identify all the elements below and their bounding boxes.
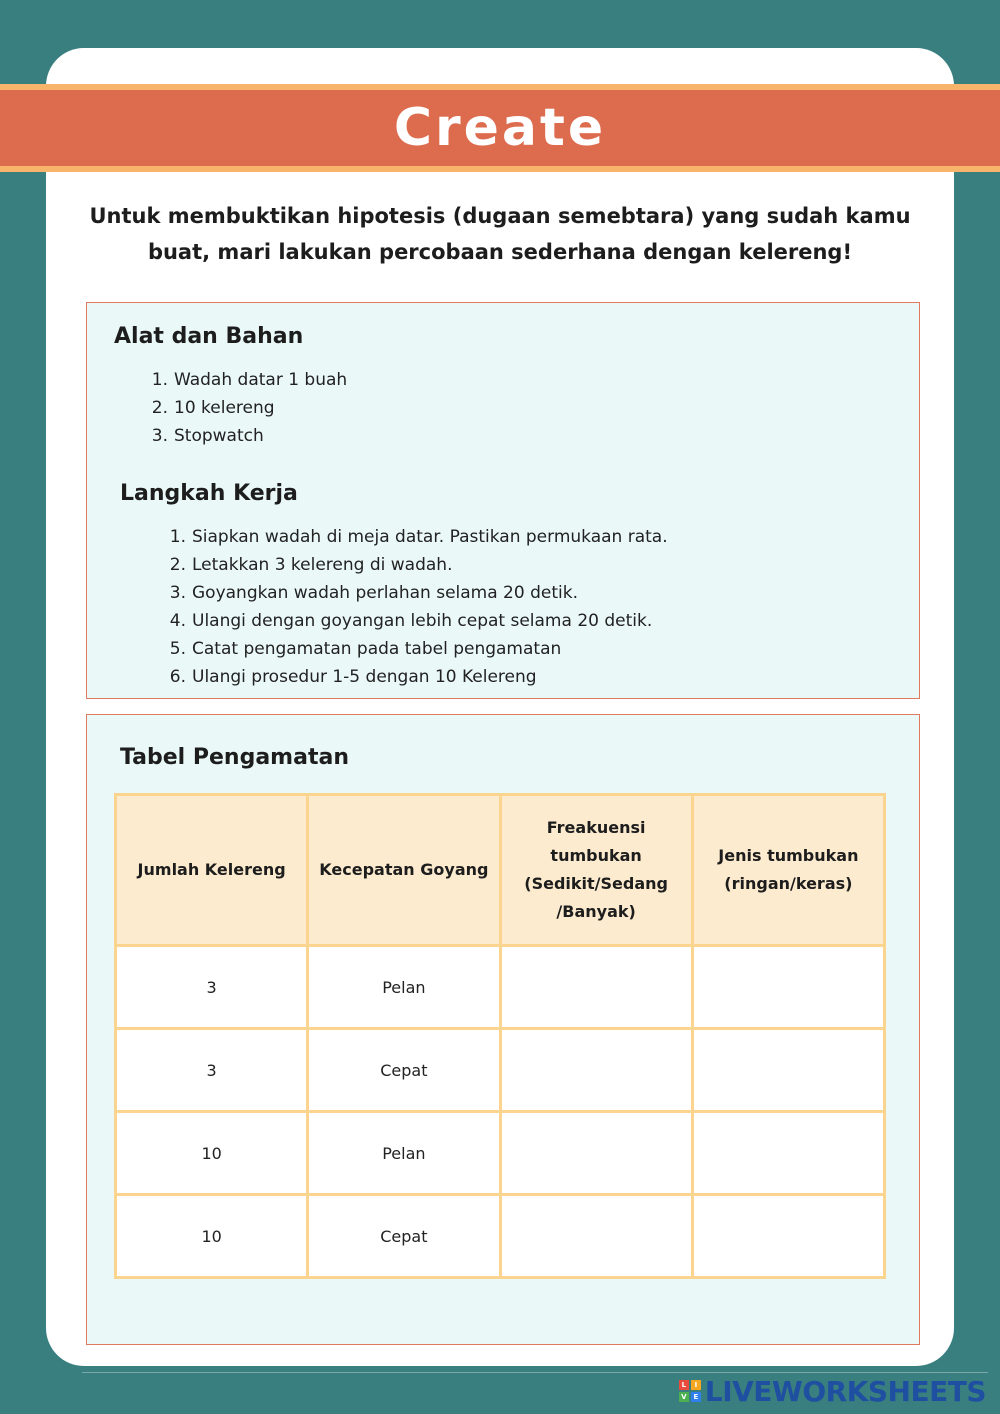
logo-letter: L xyxy=(679,1380,689,1390)
table-cell: 3 xyxy=(116,1029,308,1112)
logo-letter: V xyxy=(679,1392,689,1402)
title-banner xyxy=(0,84,1000,172)
table-input-cell[interactable] xyxy=(692,1112,884,1195)
list-number: 6. xyxy=(169,667,186,687)
table-input-cell[interactable] xyxy=(500,1195,692,1278)
list-text: 10 kelereng xyxy=(174,398,275,418)
table-cell: 3 xyxy=(116,946,308,1029)
table-header-cell: Jenis tumbukan (ringan/keras) xyxy=(692,795,884,946)
list-number: 3. xyxy=(169,583,186,603)
table-header-cell: Jumlah Kelereng xyxy=(116,795,308,946)
list-item xyxy=(166,607,668,635)
list-item xyxy=(146,422,347,450)
footer-divider xyxy=(82,1372,988,1373)
table-input-cell[interactable] xyxy=(500,1029,692,1112)
list-number: 3. xyxy=(151,426,168,446)
liveworksheets-icon xyxy=(679,1380,701,1402)
list-text: Catat pengamatan pada tabel pengamatan xyxy=(192,639,562,659)
table-title: Tabel Pengamatan xyxy=(120,745,349,770)
table-cell: 10 xyxy=(116,1195,308,1278)
tools-list xyxy=(146,366,347,450)
list-number: 1. xyxy=(151,370,168,390)
list-text: Siapkan wadah di meja datar. Pastikan permukaan rata. xyxy=(192,527,668,547)
table-header-cell: Freakuensi tumbukan (Sedikit/Sedang /Banyak) xyxy=(500,795,692,946)
list-number: 5. xyxy=(169,639,186,659)
table-row xyxy=(116,1029,885,1112)
list-text: Stopwatch xyxy=(174,426,264,446)
logo-letter: E xyxy=(691,1392,701,1402)
table-input-cell[interactable] xyxy=(500,946,692,1029)
list-number: 2. xyxy=(169,555,186,575)
observation-table xyxy=(114,793,886,1279)
logo-letter: I xyxy=(691,1380,701,1390)
list-item xyxy=(166,635,668,663)
list-item xyxy=(166,663,668,691)
steps-title: Langkah Kerja xyxy=(120,481,298,506)
brand-text: LIVEWORKSHEETS xyxy=(704,1374,986,1408)
table-row xyxy=(116,1195,885,1278)
intro-text: Untuk membuktikan hipotesis (dugaan semebtara) yang sudah kamu buat, mari lakukan percobaan sederhana dengan kelereng! xyxy=(89,204,911,264)
list-number: 4. xyxy=(169,611,186,631)
table-cell: Pelan xyxy=(308,1112,500,1195)
tools-title: Alat dan Bahan xyxy=(114,324,304,349)
table-cell: Cepat xyxy=(308,1029,500,1112)
steps-list xyxy=(166,523,668,691)
table-cell: 10 xyxy=(116,1112,308,1195)
list-item xyxy=(166,551,668,579)
list-text: Wadah datar 1 buah xyxy=(174,370,348,390)
table-input-cell[interactable] xyxy=(692,1029,884,1112)
table-row xyxy=(116,1112,885,1195)
table-row xyxy=(116,946,885,1029)
list-text: Letakkan 3 kelereng di wadah. xyxy=(192,555,453,575)
table-input-cell[interactable] xyxy=(500,1112,692,1195)
list-number: 1. xyxy=(169,527,186,547)
list-text: Ulangi prosedur 1-5 dengan 10 Kelereng xyxy=(192,667,537,687)
list-item xyxy=(166,579,668,607)
table-cell: Pelan xyxy=(308,946,500,1029)
table-cell: Cepat xyxy=(308,1195,500,1278)
table-header-cell: Kecepatan Goyang xyxy=(308,795,500,946)
list-item xyxy=(146,394,347,422)
brand-logo[interactable] xyxy=(679,1375,986,1407)
list-item xyxy=(166,523,668,551)
list-number: 2. xyxy=(151,398,168,418)
table-input-cell[interactable] xyxy=(692,1195,884,1278)
page-title: Create xyxy=(393,98,607,158)
list-item xyxy=(146,366,347,394)
list-text: Ulangi dengan goyangan lebih cepat selama 20 detik. xyxy=(192,611,653,631)
table-header-row xyxy=(116,795,885,946)
table-input-cell[interactable] xyxy=(692,946,884,1029)
list-text: Goyangkan wadah perlahan selama 20 detik. xyxy=(192,583,578,603)
